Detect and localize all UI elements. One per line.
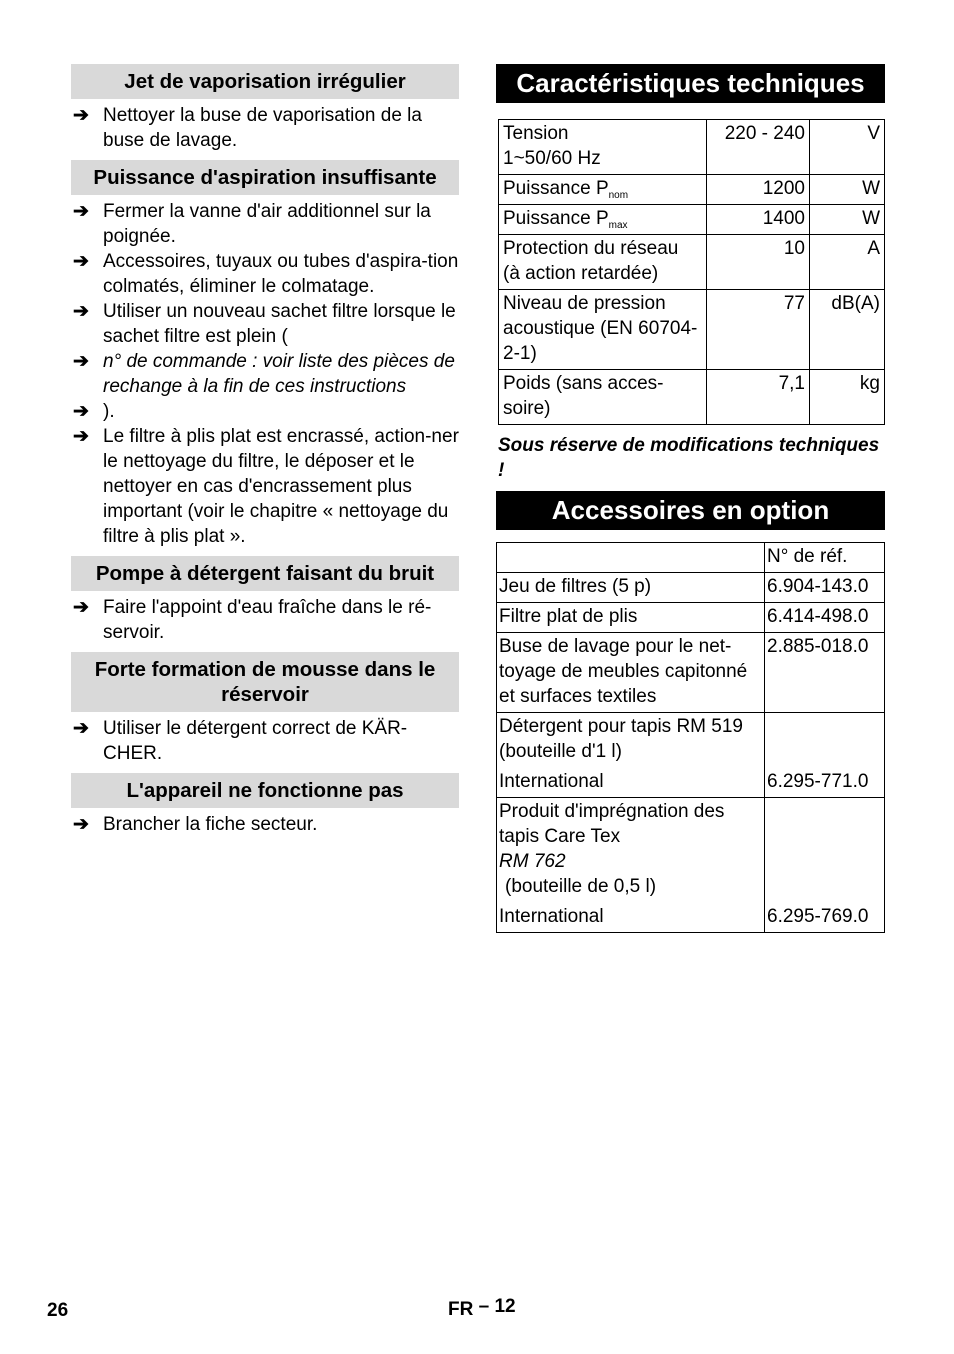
bullet-item (71, 399, 459, 424)
spec-label-line2: (à action retardée) (503, 263, 659, 284)
spec-row (499, 235, 885, 290)
spec-value: 7,1 (707, 370, 810, 425)
accessory-detergent-cell (497, 713, 765, 798)
spec-unit: V (810, 120, 885, 175)
spec-value: 1200 (707, 175, 810, 205)
bullet-list (71, 103, 459, 153)
section-heading: Jet de vaporisation irrégulier (71, 64, 459, 99)
spec-unit: W (810, 175, 885, 205)
bullet-text: Le filtre à plis plat est encrassé, action-ner le nettoyage du filtre, le déposer et le nettoyer en cas d'encrassement plus important (voir le chapitre « nettoyage du filtre à plis plat ». (103, 426, 459, 547)
bullet-list (71, 199, 459, 549)
accessories-heading: Accessoires en option (496, 491, 885, 530)
bullet-text: n° de commande : voir liste des pièces de rechange à la fin de ces instructions (103, 351, 455, 397)
spec-label: Protection du réseau (503, 238, 679, 259)
arrow-right-icon: ➔ (73, 814, 89, 835)
accessory-detergent-name: Détergent pour tapis RM 519 (bouteille d'1 l) (499, 716, 743, 762)
accessory-ref: 6.904-143.0 (765, 573, 885, 603)
accessories-header-name (497, 543, 765, 573)
spec-row (499, 120, 885, 175)
footer-lang: FR (448, 1299, 474, 1320)
footer-sub-page: – 12 (478, 1296, 516, 1317)
arrow-right-icon: ➔ (73, 105, 89, 126)
bullet-text: Utiliser le détergent correct de KÄR-CHER. (103, 718, 408, 764)
arrow-right-icon: ➔ (73, 426, 89, 447)
spec-unit: dB(A) (810, 290, 885, 370)
spec-label-subscript: nom (608, 190, 629, 201)
bullet-text: Accessoires, tuyaux ou tubes d'aspira-tion colmatés, éliminer le colmatage. (103, 251, 459, 297)
page-number: 26 (47, 1300, 69, 1321)
accessory-name: Filtre plat de plis (497, 603, 765, 633)
section-heading: Forte formation de mousse dans le réservoir (71, 652, 459, 712)
specs-table (498, 119, 885, 425)
spec-label: Niveau de pression acoustique (EN 60704-2-1) (503, 293, 698, 364)
arrow-right-icon: ➔ (73, 401, 89, 422)
accessory-detergent-intl: International (499, 771, 604, 792)
spec-label: Puissance P (503, 178, 609, 199)
spec-value: 1400 (707, 205, 810, 235)
spec-value: 220 - 240 (707, 120, 810, 175)
spec-row (499, 205, 885, 235)
spec-label-line2: 1~50/60 Hz (503, 148, 601, 169)
spec-row (499, 370, 885, 425)
accessory-detergent-ref: 6.295-771.0 (767, 771, 869, 792)
bullet-text: Brancher la fiche secteur. (103, 814, 318, 835)
accessory-detergent-ref-cell (765, 713, 885, 798)
accessory-impregnation-size: (bouteille de 0,5 l) (505, 876, 657, 897)
accessory-impregnation-cell (497, 798, 765, 933)
spec-unit: kg (810, 370, 885, 425)
spec-label-cell (499, 175, 707, 205)
spec-unit: W (810, 205, 885, 235)
specs-note: Sous réserve de modifications techniques ! (498, 435, 880, 481)
spec-label-cell (499, 120, 707, 175)
accessory-row-detergent (497, 713, 885, 798)
troubleshooting-sections (71, 64, 459, 837)
section-heading: Puissance d'aspiration insuffisante (71, 160, 459, 195)
bullet-item (71, 424, 459, 549)
footer-lang-page (448, 1297, 516, 1322)
accessory-name: Buse de lavage pour le net-toyage de meubles capitonné et surfaces textiles (497, 633, 765, 713)
accessories-header-row (497, 543, 885, 573)
accessory-impregnation-ref-cell (765, 798, 885, 933)
accessory-impregnation-name: Produit d'imprégnation des tapis Care Tex (499, 801, 725, 847)
spec-label-cell (499, 290, 707, 370)
accessory-row (497, 603, 885, 633)
spec-unit: A (810, 235, 885, 290)
bullet-item (71, 299, 459, 349)
accessory-ref: 2.885-018.0 (765, 633, 885, 713)
accessories-table (496, 542, 885, 933)
bullet-list (71, 595, 459, 645)
spec-label-cell (499, 235, 707, 290)
spec-label-cell (499, 205, 707, 235)
spec-value: 10 (707, 235, 810, 290)
accessory-ref: 6.414-498.0 (765, 603, 885, 633)
spec-value: 77 (707, 290, 810, 370)
spec-label-subscript: max (608, 220, 628, 231)
specs-column (496, 64, 885, 933)
bullet-text: Fermer la vanne d'air additionnel sur la poignée. (103, 201, 431, 247)
arrow-right-icon: ➔ (73, 301, 89, 322)
accessory-row (497, 573, 885, 603)
section-heading: Pompe à détergent faisant du bruit (71, 556, 459, 591)
accessory-row (497, 633, 885, 713)
bullet-item (71, 716, 459, 766)
arrow-right-icon: ➔ (73, 351, 89, 372)
spec-label: Poids (sans acces-soire) (503, 373, 664, 419)
bullet-item (71, 595, 459, 645)
accessories-header-ref: N° de réf. (765, 543, 885, 573)
spec-label: Puissance P (503, 208, 609, 229)
spec-row (499, 290, 885, 370)
spec-label: Tension (503, 123, 569, 144)
bullet-text: Utiliser un nouveau sachet filtre lorsque le sachet filtre est plein ( (103, 301, 456, 347)
spec-label-cell (499, 370, 707, 425)
accessory-impregnation-model: RM 762 (499, 851, 566, 872)
arrow-right-icon: ➔ (73, 718, 89, 739)
specs-heading: Caractéristiques techniques (496, 64, 885, 103)
bullet-item (71, 249, 459, 299)
bullet-text: ). (103, 401, 115, 422)
bullet-list (71, 812, 459, 837)
troubleshooting-column (71, 64, 459, 844)
accessory-impregnation-intl: International (499, 906, 604, 927)
bullet-item (71, 349, 459, 399)
accessory-row-impregnation (497, 798, 885, 933)
spec-row (499, 175, 885, 205)
accessory-name: Jeu de filtres (5 p) (497, 573, 765, 603)
bullet-text: Nettoyer la buse de vaporisation de la buse de lavage. (103, 105, 422, 151)
bullet-item (71, 103, 459, 153)
arrow-right-icon: ➔ (73, 251, 89, 272)
bullet-item (71, 199, 459, 249)
bullet-text: Faire l'appoint d'eau fraîche dans le ré-servoir. (103, 597, 432, 643)
bullet-item (71, 812, 459, 837)
section-heading: L'appareil ne fonctionne pas (71, 773, 459, 808)
arrow-right-icon: ➔ (73, 597, 89, 618)
arrow-right-icon: ➔ (73, 201, 89, 222)
bullet-list (71, 716, 459, 766)
accessory-impregnation-ref: 6.295-769.0 (767, 906, 869, 927)
